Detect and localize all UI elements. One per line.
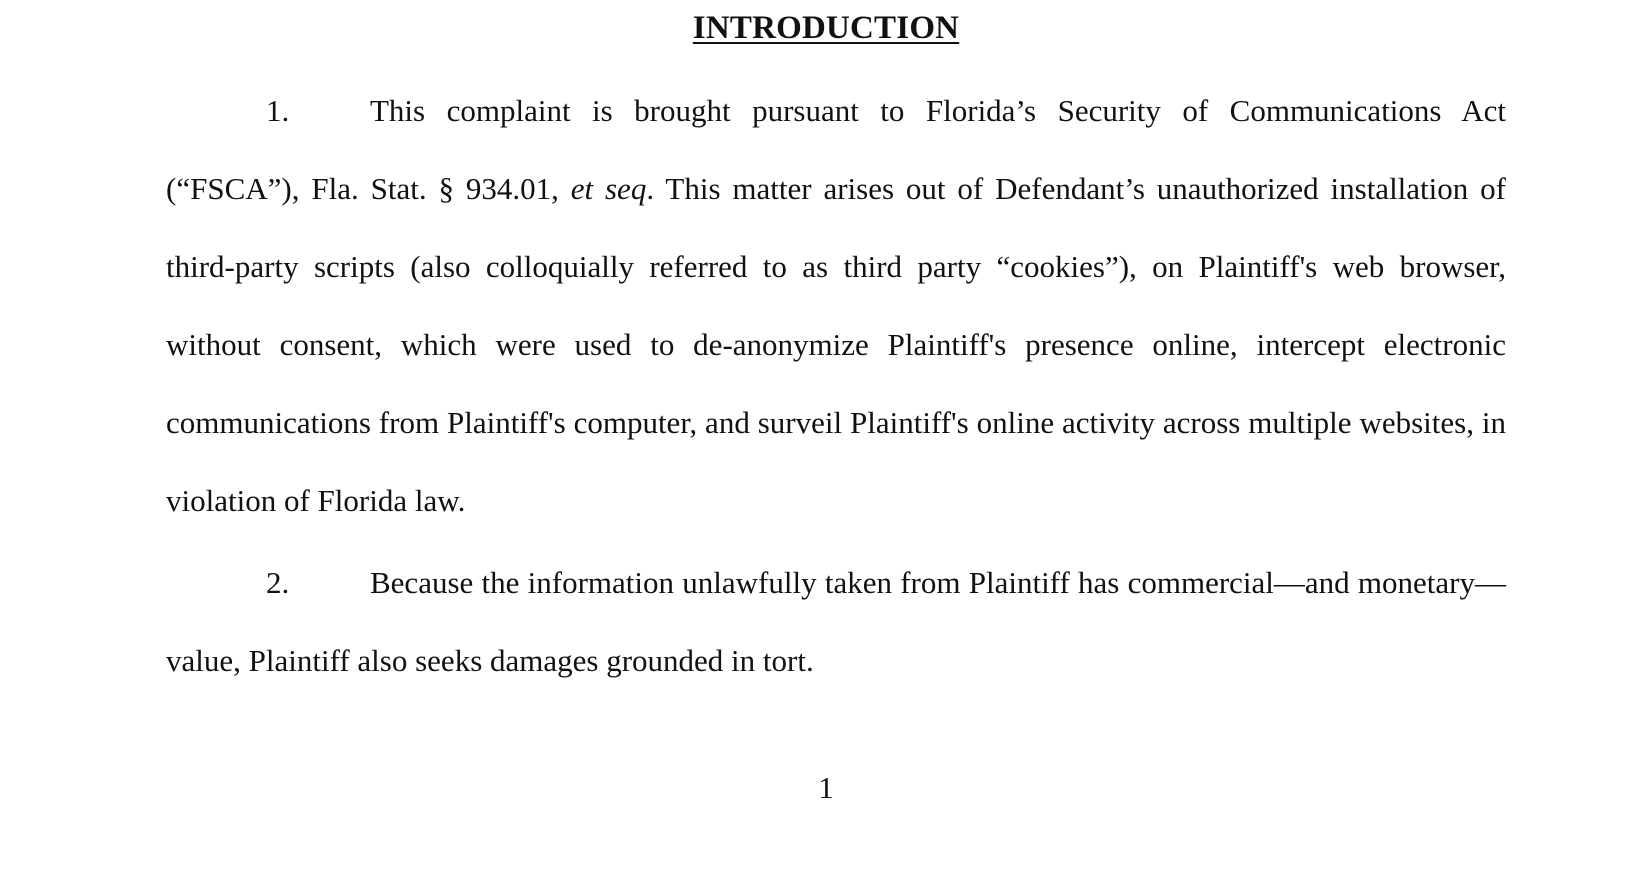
paragraph-number: 1. xyxy=(266,93,290,128)
page-number: 1 xyxy=(818,770,834,805)
section-heading: INTRODUCTION xyxy=(692,10,960,46)
paragraph-text: This complaint is brought pursuant to Florida’s Security of Communications Act (“FSCA”), Fla. Stat. § 934.01, xyxy=(166,93,1506,206)
paragraph-1 xyxy=(166,72,1506,540)
paragraph-text-continued: . This matter arises out of Defendant’s unauthorized installation of third-party scripts (also colloquially referred to as third party “cookies”), on Plaintiff's web browser, without consent, which were used to de-anonymize Plaintiff's presence online, intercept electronic communications from Plaintiff's computer, and surveil Plaintiff's online activity across multiple websites, in violation of Florida law. xyxy=(166,171,1506,518)
paragraph-2 xyxy=(166,544,1506,700)
italic-citation: et seq xyxy=(570,171,647,206)
paragraph-number: 2. xyxy=(266,565,290,600)
paragraph-text: Because the information unlawfully taken from Plaintiff has commercial—and monetary—value, Plaintiff also seeks damages grounded in tort. xyxy=(166,565,1506,678)
